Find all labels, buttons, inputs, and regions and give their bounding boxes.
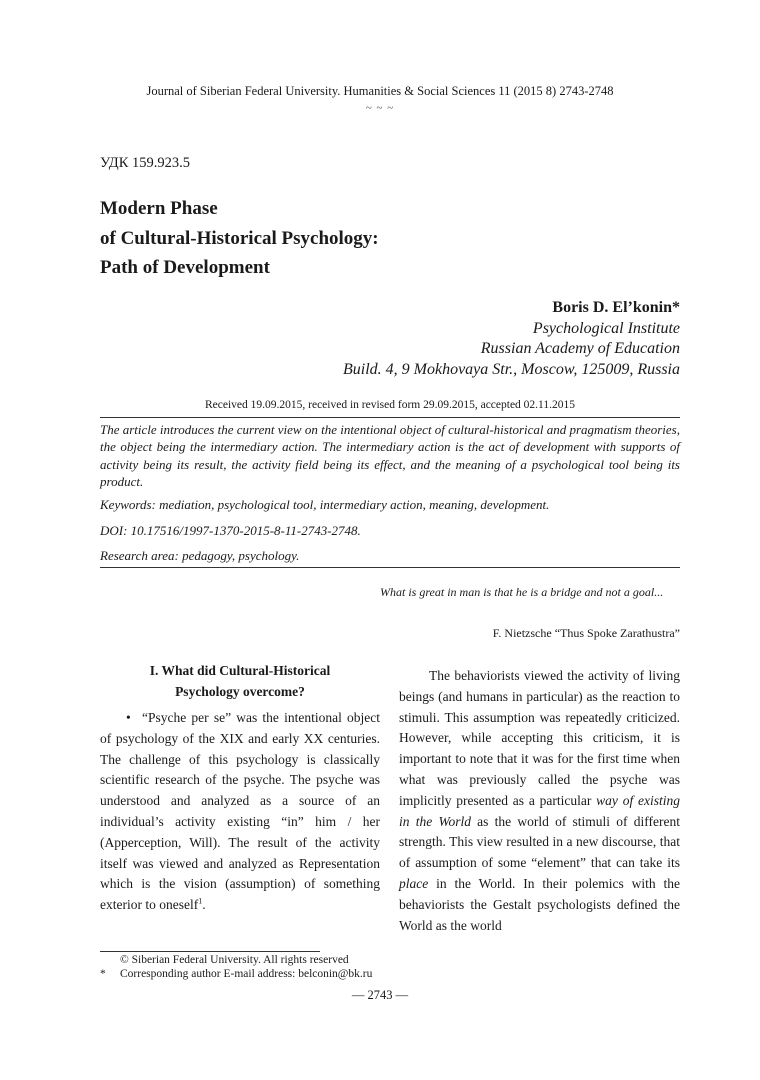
udk-code: УДК 159.923.5	[100, 155, 190, 171]
section-heading-line-2: Psychology overcome?	[175, 683, 305, 699]
right-text-part-b: as the world of stimuli of different strength. This view resulted in a new discourse, that of assumption of some “element” that can take its	[399, 813, 680, 871]
epigraph-source: F. Nietzsche “Thus Spoke Zarathustra”	[492, 626, 680, 640]
page-number: — 2743 —	[351, 988, 409, 1002]
section-heading-line-1: I. What did Cultural-Historical	[149, 663, 331, 678]
epigraph-quote: What is great in man is that he is a bridge and not a goal...	[380, 585, 664, 599]
author-affiliation-institute: Psychological Institute	[532, 319, 680, 337]
footnote-ref[interactable]: 1	[198, 896, 203, 906]
left-column-end: .	[202, 897, 206, 913]
right-text-part-a: The behaviorists viewed the activity of living beings (and humans in particular) as the reaction to stimuli. This assumption was repeatedly criticized. However, while accepting this criticism, it is important to note that it was for the first time when what was previously called the psyche was implicitly presented as a particular	[399, 668, 680, 808]
right-column-paragraph	[399, 666, 680, 936]
research-area: Research area: pedagogy, psychology.	[100, 548, 300, 563]
right-text-emphasis-b: place	[399, 875, 429, 891]
right-column-text	[399, 666, 680, 936]
author-block	[343, 298, 680, 380]
keywords: Keywords: mediation, psychological tool, intermediary action, meaning, development.	[100, 497, 550, 512]
header-separator: ~ ~ ~	[365, 102, 395, 114]
section-heading	[100, 661, 380, 702]
author-name: Boris D. El’konin*	[552, 299, 680, 316]
bullet-icon: •	[126, 710, 131, 725]
right-text-part-c: in the World. In their polemics with the behaviorists the Gestalt psychologists defined the World as the world	[399, 875, 680, 933]
title-line-1: Modern Phase	[100, 198, 218, 219]
abstract: The article introduces the current view on the intentional object of cultural-historical and pragmatism theories, the object being the intermediary action. The intermediary action is the act of development with supports of activity being its result, the activity field being its effect, and the meaning of a psychological tool being its product.	[100, 422, 680, 489]
author-affiliation-academy: Russian Academy of Education	[480, 340, 680, 357]
abstract-bottom-rule	[100, 567, 680, 568]
copyright-text: © Siberian Federal University. All rights reserved	[120, 954, 349, 966]
footnote-star: *	[100, 968, 106, 980]
footnote-rule	[100, 951, 320, 952]
title-line-2: of Cultural-Historical Psychology:	[100, 227, 379, 249]
author-address: Build. 4, 9 Mokhovaya Str., Moscow, 125009, Russia	[342, 360, 680, 378]
journal-header: Journal of Siberian Federal University. Humanities & Social Sciences 11 (2015 8) 2743-2748	[146, 84, 614, 98]
received-dates: Received 19.09.2015, received in revised form 29.09.2015, accepted 02.11.2015	[204, 399, 576, 411]
left-column-text	[100, 708, 380, 916]
abstract-top-rule	[100, 417, 680, 418]
article-title	[100, 194, 379, 283]
footnote-copyright	[100, 953, 500, 968]
footnote-corresponding	[100, 967, 500, 982]
left-column-paragraph: “Psyche per se” was the intentional object of psychology of the XIX and early XX centuries. The challenge of this psychology is classically scientific research of the psyche. The psyche was understood and analyzed as a source of an individual’s activity existing “in” him / her (Apperception, Will). The result of the activity itself was viewed and analyzed as Representation which is the vision (assumption) of something exterior to oneself	[100, 710, 380, 913]
right-text-emphasis-a: way of existing in the World	[399, 792, 680, 829]
title-line-3: Path of Development	[100, 257, 270, 278]
corresponding-author-email: Corresponding author E-mail address: belconin@bk.ru	[120, 968, 373, 980]
doi: DOI: 10.17516/1997-1370-2015-8-11-2743-2748.	[100, 523, 361, 538]
